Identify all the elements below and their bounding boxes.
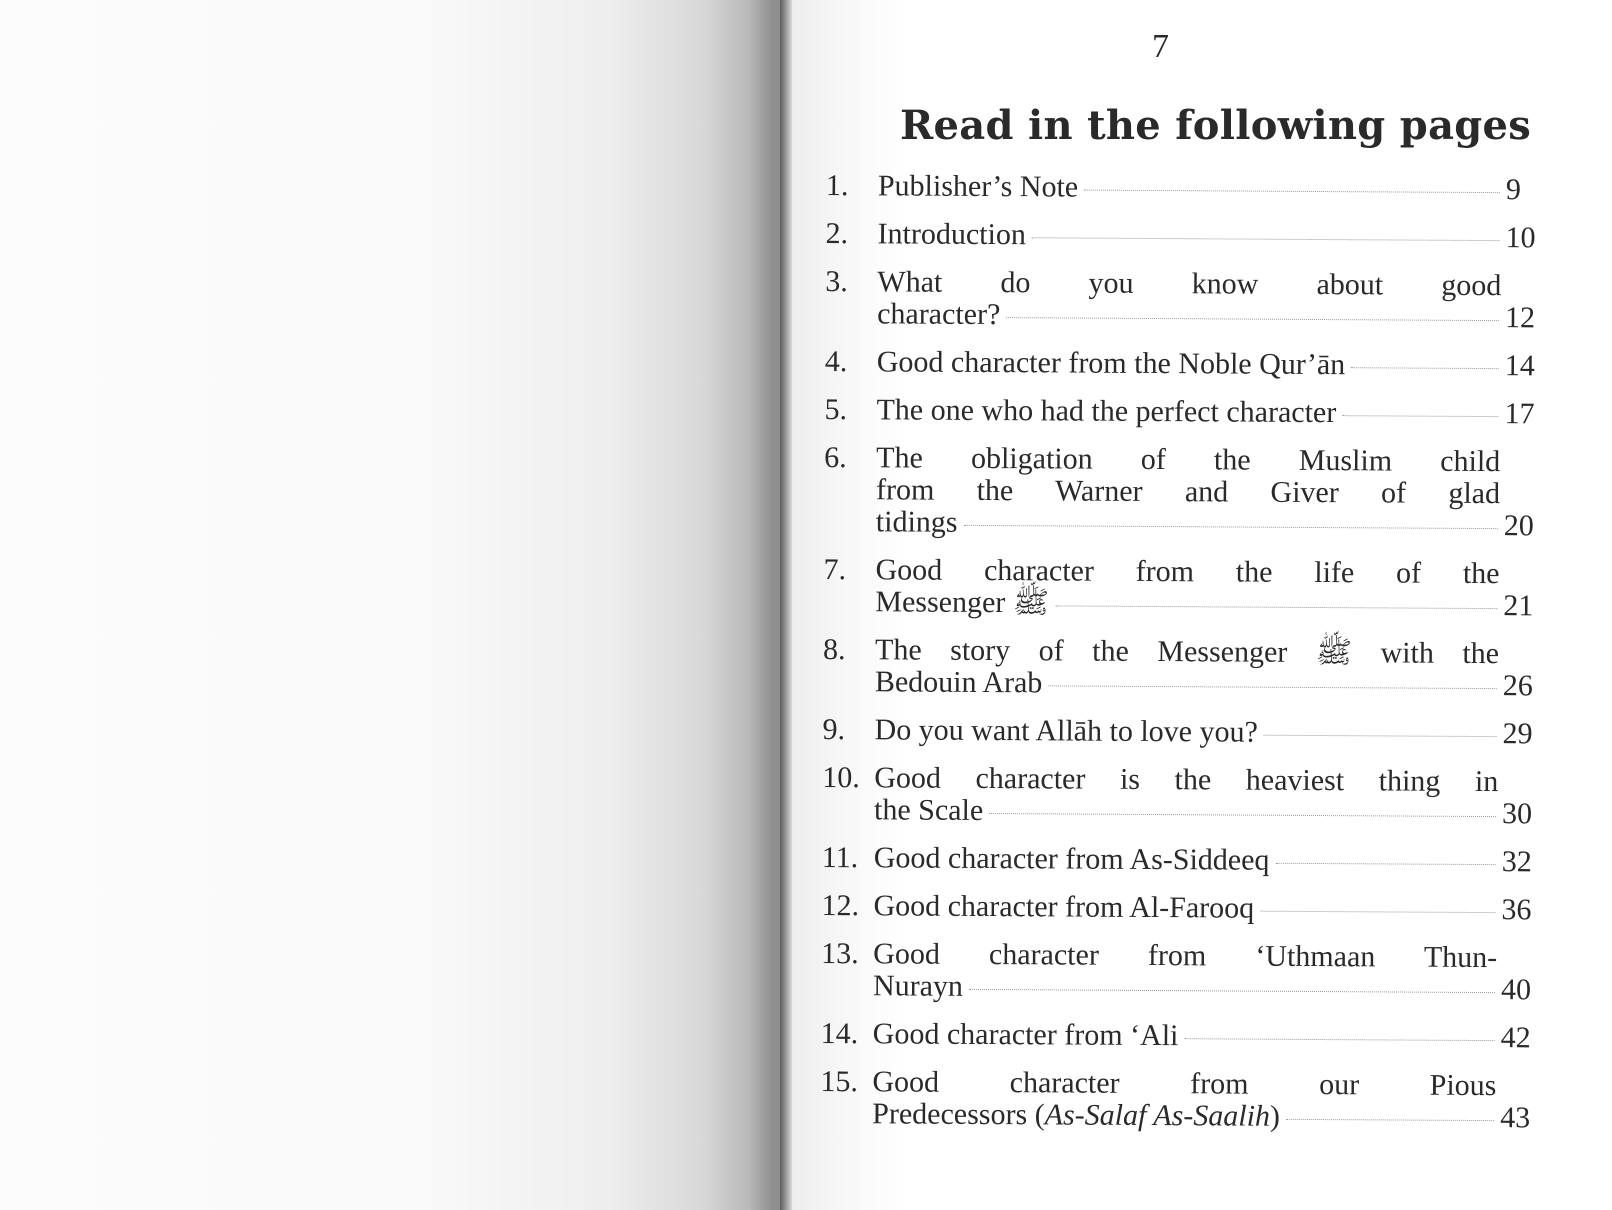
toc-entry-page: 20: [1503, 509, 1534, 543]
toc-entry: [823, 554, 1547, 622]
toc-entry-title: Nurayn: [872, 969, 964, 1003]
toc-entry-page: 43: [1500, 1101, 1531, 1135]
toc-entry-title: Do you want Allāh to love you?: [874, 713, 1258, 749]
toc-entry-number: 14.: [820, 1016, 859, 1051]
toc-entry-line: The obligation of the Muslim child: [876, 441, 1501, 479]
toc-entry-page: 30: [1501, 797, 1533, 831]
toc-entry-title: Good character from Al-Farooq: [873, 889, 1255, 925]
toc-entry-last-line: [875, 666, 1547, 702]
toc-entry-number: 2.: [825, 216, 849, 251]
toc-entry-last-line: [875, 586, 1547, 622]
toc-entry-number: 1.: [825, 169, 849, 203]
toc-entry-number: 8.: [822, 632, 846, 667]
toc-entry-page: 40: [1500, 973, 1532, 1007]
toc-entry-title: The one who had the perfect character: [876, 393, 1337, 430]
toc-entry-last-line: [873, 890, 1545, 926]
toc-entry: [823, 634, 1547, 702]
left-page: [0, 0, 780, 1210]
toc-entry-number: 11.: [821, 840, 859, 875]
toc-entry-text: [875, 634, 1547, 702]
toc-entry-page: 14: [1504, 349, 1535, 383]
toc-entry: [824, 394, 1548, 430]
dotted-leader: [989, 813, 1496, 817]
toc-entry-number: 13.: [821, 936, 859, 971]
toc-entry-number: 10.: [822, 760, 860, 795]
toc-entry-last-line: [877, 346, 1549, 382]
toc-entry-text: [873, 938, 1545, 1006]
toc-entry-line: What do you know about good: [877, 265, 1502, 303]
toc-entry: [822, 762, 1546, 830]
toc-entry-title: tidings: [875, 505, 958, 539]
toc-entry-number: 9.: [822, 712, 846, 747]
toc-entry-last-line: [878, 170, 1550, 206]
toc-entry-line: Good character from our Pious: [872, 1065, 1497, 1103]
toc-entry-last-line: [874, 842, 1546, 878]
toc-entry-number: 4.: [824, 344, 848, 379]
toc-entry-number: 6.: [824, 440, 847, 475]
toc-entry-page: 26: [1502, 669, 1533, 703]
toc-entry: [821, 1018, 1545, 1054]
toc-entry-last-line: [876, 394, 1548, 430]
toc-entry-page: 36: [1501, 893, 1532, 927]
toc-entry-page: 12: [1505, 301, 1536, 335]
toc-entry-text: [874, 762, 1546, 830]
toc-entry-text: [875, 554, 1547, 622]
dotted-leader: [1260, 911, 1495, 913]
toc-entry-page: 21: [1503, 589, 1534, 623]
toc-entry: [824, 442, 1549, 542]
toc-entry: [825, 266, 1549, 334]
dotted-leader: [1006, 317, 1499, 321]
toc-title: Read in the following pages: [900, 102, 1532, 149]
toc-entry-number: 5.: [824, 392, 848, 427]
toc-entry-page: 32: [1501, 845, 1532, 879]
toc-entry-line: from the Warner and Giver of glad: [875, 473, 1501, 511]
dotted-leader: [1275, 863, 1495, 865]
toc-entry-text: [877, 346, 1549, 382]
toc-entry-line: The story of the Messenger ﷺ with the: [874, 633, 1500, 671]
dotted-leader: [1084, 190, 1500, 194]
toc-entry-last-line: [872, 1098, 1544, 1134]
dotted-leader: [1351, 367, 1499, 369]
toc-entry-text: [873, 1018, 1545, 1054]
toc-entry-text: [874, 714, 1546, 750]
toc-entry-title: Introduction: [877, 217, 1027, 252]
toc-entry-line: Good character is the heaviest thing in: [874, 761, 1499, 799]
toc-entry-text: [872, 1066, 1544, 1134]
toc-entry-last-line: [873, 970, 1545, 1006]
toc-entry-last-line: [873, 1018, 1545, 1054]
dotted-leader: [1048, 685, 1497, 689]
toc-entry-text: [873, 890, 1545, 926]
dotted-leader: [1264, 735, 1497, 737]
toc-entry: [821, 890, 1545, 926]
toc-entry-number: 3.: [825, 264, 848, 299]
toc-entry-text: [876, 394, 1548, 430]
toc-entry: [826, 170, 1550, 206]
toc-entry-number: 15.: [820, 1064, 859, 1099]
toc-entry-title: Good character from the Noble Qur’ān: [876, 345, 1346, 382]
toc-entry-text: [877, 266, 1549, 334]
toc-entry-last-line: [874, 794, 1546, 830]
toc-entry-page: 9: [1505, 173, 1521, 207]
toc-entry-title: character?: [877, 297, 1001, 332]
toc-entry: [820, 1066, 1544, 1134]
right-page: [792, 0, 1612, 1210]
toc-entry-title: the Scale: [873, 793, 984, 827]
book-spine: [780, 0, 792, 1210]
toc-entry: [821, 938, 1545, 1006]
dotted-leader: [1342, 415, 1498, 417]
page-number: 7: [1152, 28, 1169, 65]
toc-entry-title: Publisher’s Note: [877, 169, 1079, 204]
toc-entry-last-line: [876, 506, 1548, 542]
toc-entry-last-line: [874, 714, 1546, 750]
toc-entry-text: [876, 442, 1549, 542]
toc-entry-title: Good character from ‘Ali: [872, 1017, 1179, 1053]
toc-entry-number: 12.: [821, 888, 860, 923]
toc-entry-title: Good character from As-Siddeeq: [873, 841, 1270, 877]
toc-entry-title: Messenger ﷺ: [875, 585, 1050, 620]
toc-entry-line: Good character from ‘Uthmaan Thun-: [873, 937, 1498, 975]
dotted-leader: [1184, 1038, 1494, 1041]
toc-entry-page: 17: [1504, 397, 1535, 431]
toc-entry-page: 42: [1500, 1021, 1531, 1055]
table-of-contents: [820, 170, 1550, 1150]
toc-entry-title: Predecessors (As-Salaf As-Saalih): [872, 1097, 1281, 1133]
toc-entry-text: [874, 842, 1546, 878]
toc-entry-text: [878, 218, 1550, 254]
dotted-leader: [1032, 237, 1500, 241]
toc-entry: [825, 346, 1549, 382]
toc-entry-page: 29: [1502, 717, 1533, 751]
toc-entry-page: 10: [1505, 221, 1536, 255]
dotted-leader: [1286, 1119, 1494, 1121]
dotted-leader: [1055, 605, 1497, 609]
toc-entry-title: Bedouin Arab: [874, 665, 1043, 700]
toc-entry-last-line: [878, 218, 1550, 254]
toc-entry-number: 7.: [823, 552, 847, 587]
toc-entry: [822, 714, 1546, 750]
dotted-leader: [964, 525, 1498, 529]
toc-entry: [822, 842, 1546, 878]
dotted-leader: [969, 989, 1495, 993]
toc-entry-line: Good character from the life of the: [875, 553, 1500, 591]
toc-entry: [826, 218, 1550, 254]
toc-entry-text: [878, 170, 1550, 206]
toc-entry-last-line: [877, 298, 1549, 334]
